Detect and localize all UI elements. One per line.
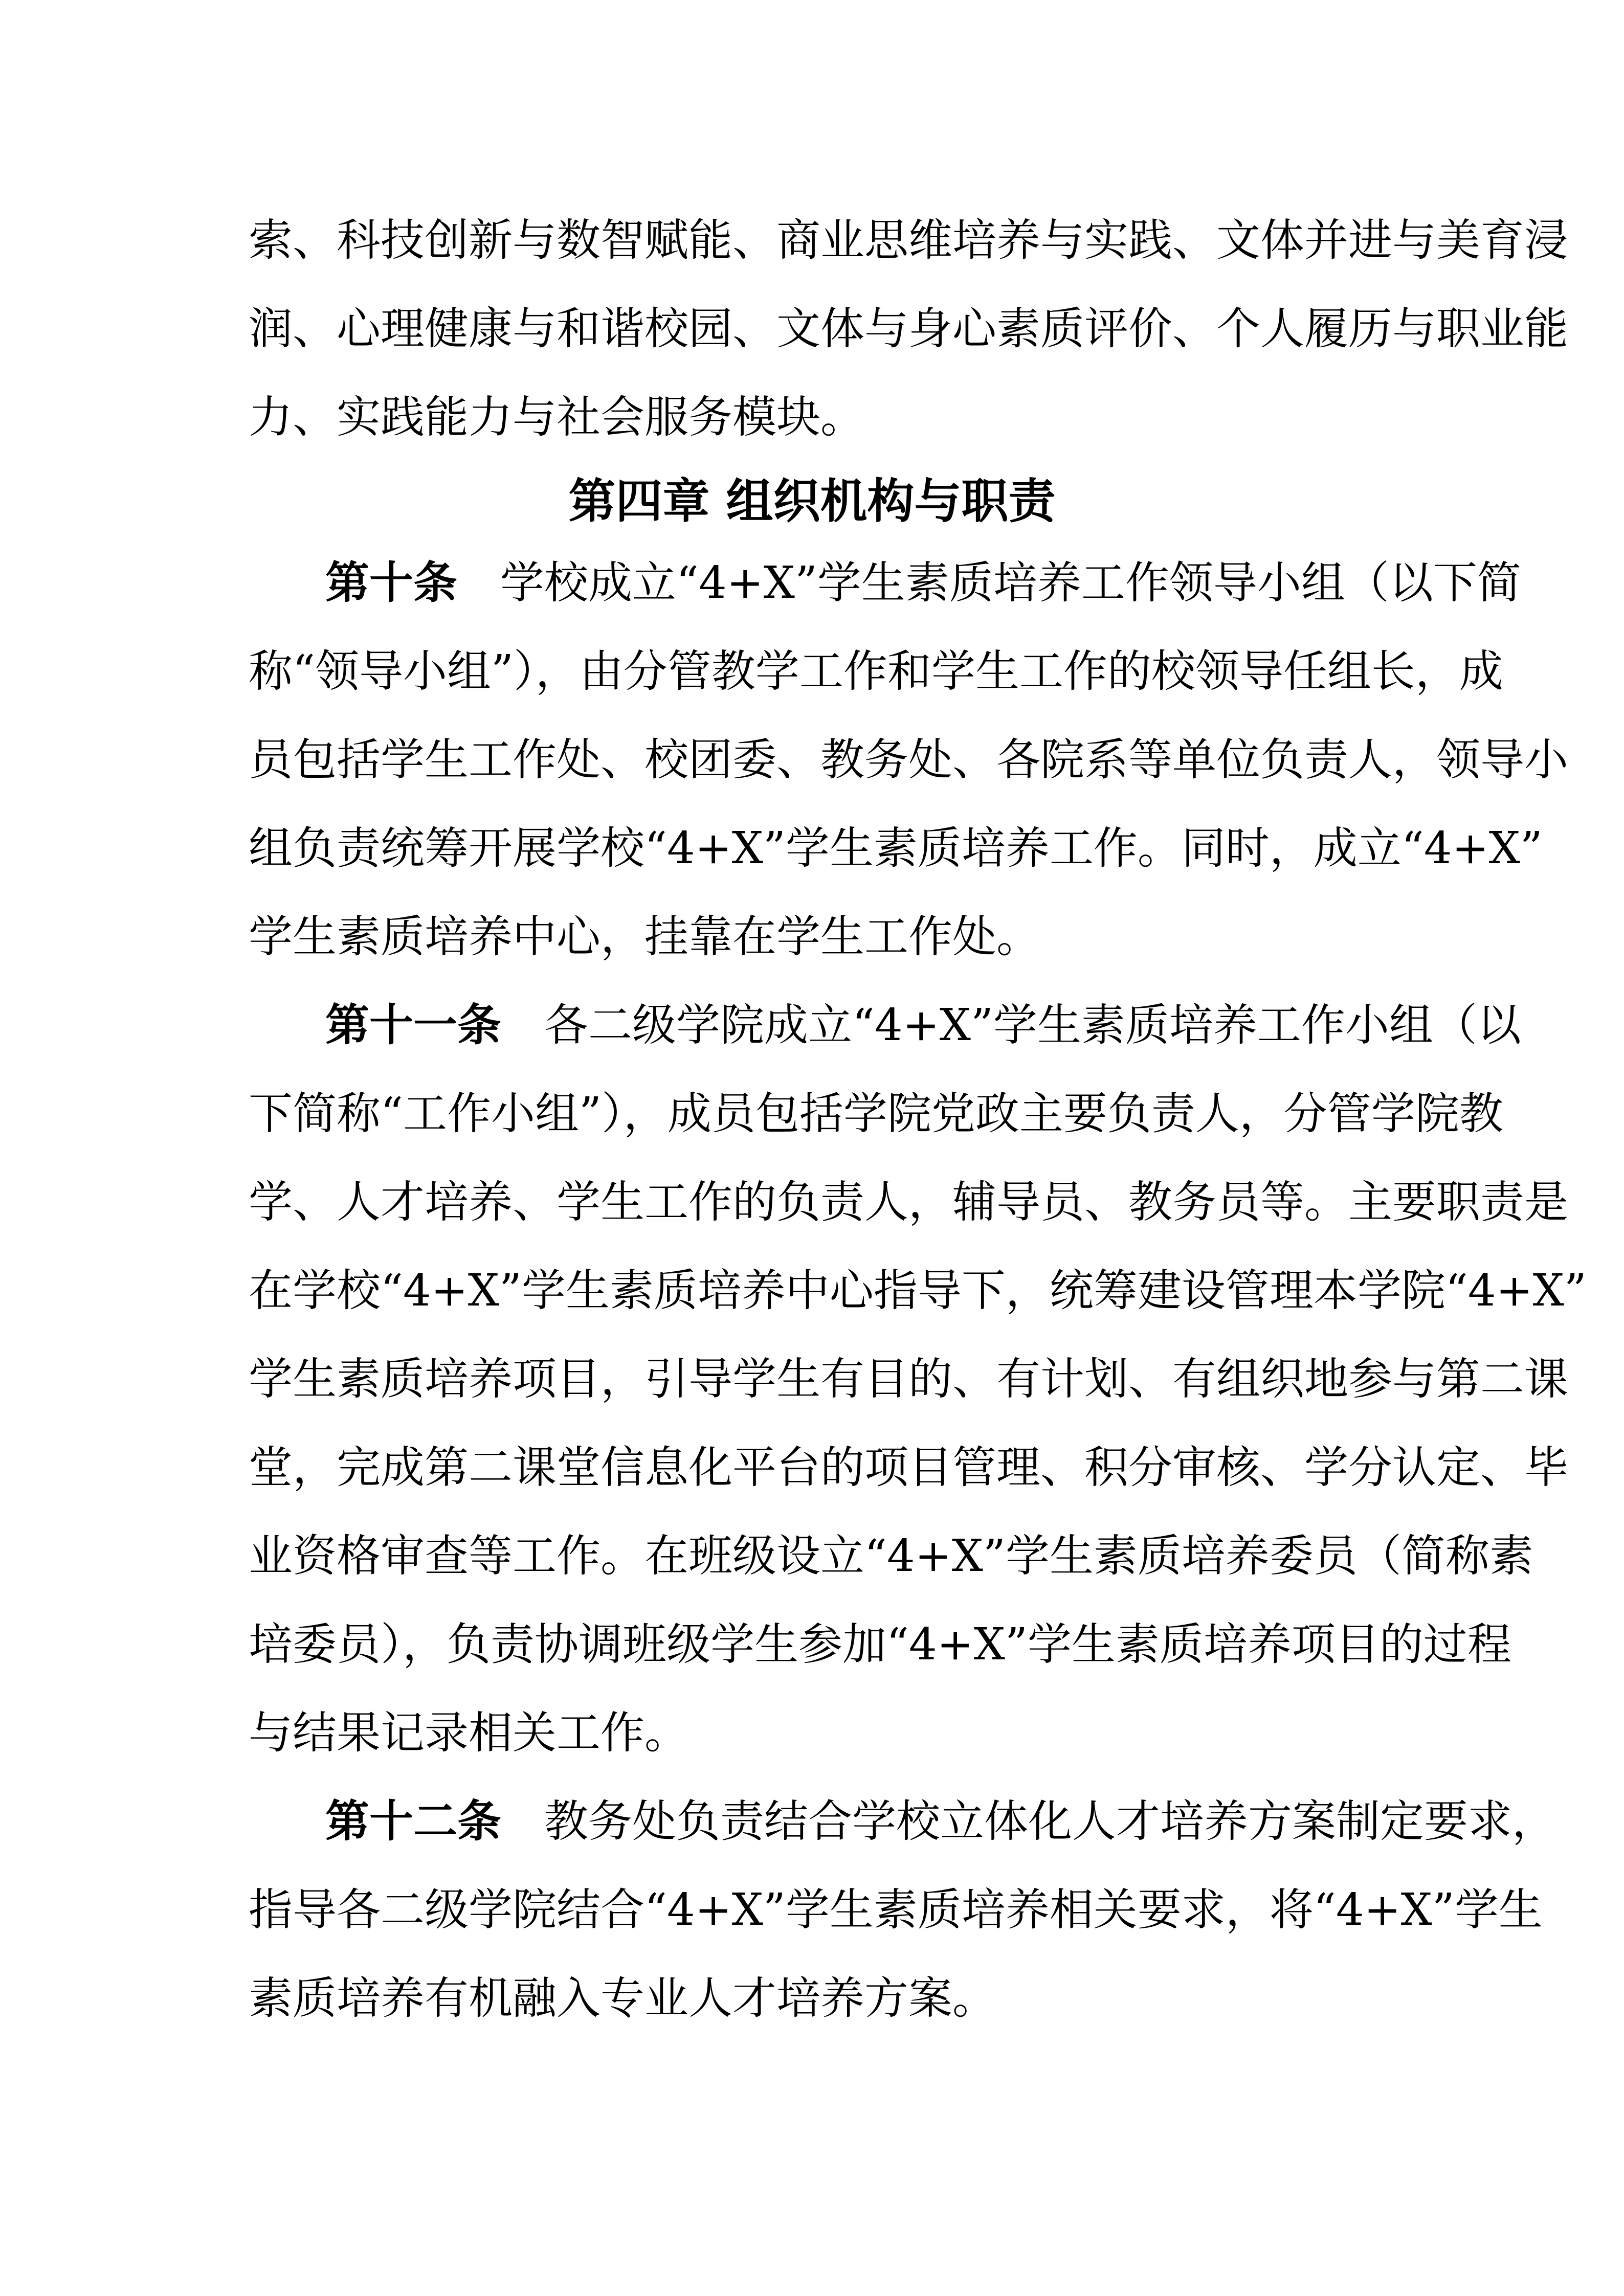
- article11-line-8: 培委员），负责协调班级学生参加“4+X”学生素质培养项目的过程: [249, 1619, 1511, 1670]
- para1-line-1: 索、科技创新与数智赋能、商业思维培养与实践、文体并进与美育浸: [249, 215, 1568, 266]
- para1-line-2: 润、心理健康与和谐校园、文体与身心素质评价、个人履历与职业能: [249, 303, 1568, 354]
- article10-line-5: 学生素质培养中心，挂靠在学生工作处。: [249, 911, 1040, 962]
- article11-text-1: 各二级学院成立“4+X”学生素质培养工作小组（以: [544, 1000, 1521, 1051]
- article11-line-1: [325, 999, 1521, 1051]
- article12-text-1: 教务处负责结合学校立体化人才培养方案制定要求，: [544, 1796, 1556, 1847]
- article10-line-3: 员包括学生工作处、校团委、教务处、各院系等单位负责人，领导小: [249, 734, 1568, 785]
- article11-line-5: 学生素质培养项目，引导学生有目的、有计划、有组织地参与第二课: [249, 1354, 1568, 1405]
- article10-line-2: 称“领导小组”），由分管教学工作和学生工作的校领导任组长，成: [249, 646, 1503, 697]
- article11-line-4: 在学校“4+X”学生素质培养中心指导下，统筹建设管理本学院“4+X”: [249, 1265, 1587, 1316]
- article11-label: 第十一条: [325, 999, 501, 1051]
- article12-label: 第十二条: [325, 1795, 501, 1847]
- article11-line-3: 学、人才培养、学生工作的负责人，辅导员、教务员等。主要职责是: [249, 1177, 1568, 1228]
- article12-line-2: 指导各二级学院结合“4+X”学生素质培养相关要求，将“4+X”学生: [249, 1884, 1543, 1935]
- article10-line-4: 组负责统筹开展学校“4+X”学生素质培养工作。同时，成立“4+X”: [249, 823, 1543, 874]
- para1-line-3: 力、实践能力与社会服务模块。: [249, 392, 864, 443]
- article11-line-7: 业资格审查等工作。在班级设立“4+X”学生素质培养委员（简称素: [249, 1530, 1533, 1582]
- article10-text-1: 学校成立“4+X”学生素质培养工作领导小组（以下简: [500, 557, 1521, 609]
- article12-line-3: 素质培养有机融入专业人才培养方案。: [249, 1973, 996, 2024]
- article11-line-6: 堂，完成第二课堂信息化平台的项目管理、积分审核、学分认定、毕: [249, 1442, 1568, 1493]
- article10-label: 第十条: [325, 557, 457, 609]
- article12-line-1: [325, 1795, 1556, 1847]
- article11-line-2: 下简称“工作小组”），成员包括学院党政主要负责人，分管学院教: [249, 1088, 1503, 1139]
- article11-line-9: 与结果记录相关工作。: [249, 1707, 688, 1759]
- chapter-heading: 第四章 组织机构与职责: [568, 474, 1056, 529]
- article10-line-1: [325, 557, 1521, 609]
